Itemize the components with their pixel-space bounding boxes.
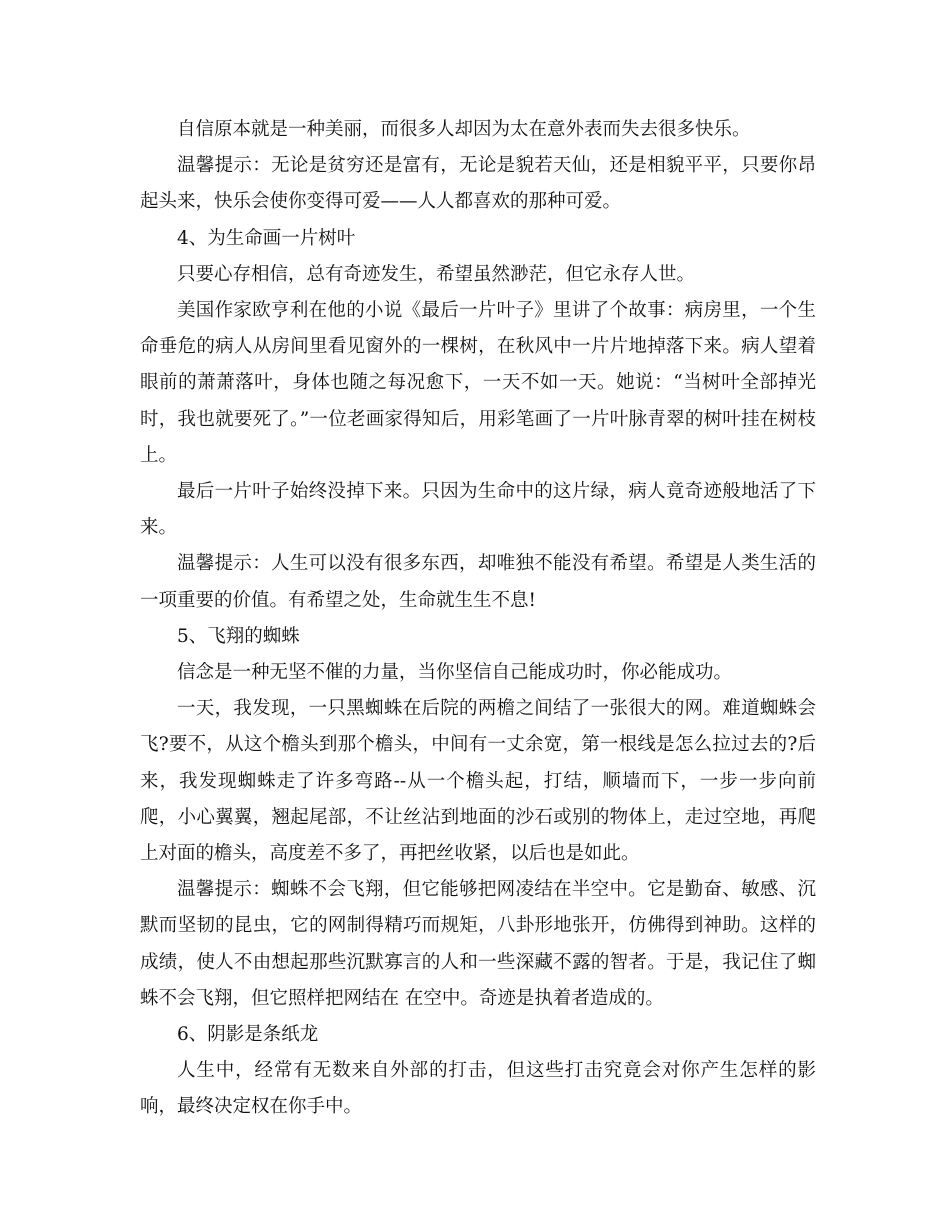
- section-heading: 4、为生命画一片树叶: [177, 227, 356, 249]
- paragraph: 一天，我发现，一只黑蜘蛛在后院的两檐之间结了一张很大的网。难道蜘蛛会飞?要不，从这个檐头到那个檐头，中间有一丈余宽，第一根线是怎么拉过去的?后来，我发现蜘蛛走了许多弯路--从一个檐头起，打结，顺墙而下，一步一步向前爬，小心翼翼，翘起尾部，不让丝沾到地面的沙石或别的物体上，走过空地，再爬上对面的檐头，高度差不多了，再把丝收紧，以后也是如此。: [140, 698, 816, 865]
- tip-paragraph: 温馨提示：无论是贫穷还是富有，无论是貌若天仙，还是相貌平平，只要你昂起头来，快乐会使你变得可爱——人人都喜欢的那种可爱。: [140, 155, 816, 213]
- section-heading: 5、飞翔的蜘蛛: [177, 625, 300, 647]
- paragraph: 自信原本就是一种美丽，而很多人却因为太在意外表而失去很多快乐。: [177, 119, 751, 140]
- section-heading: 6、阴影是条纸龙: [177, 1024, 319, 1046]
- paragraph: 只要心存相信，总有奇迹发生，希望虽然渺茫，但它永存人世。: [177, 263, 696, 285]
- tip-paragraph: 温馨提示：人生可以没有很多东西，却唯独不能没有希望。希望是人类生活的一项重要的价值。有希望之处，生命就生生不息!: [140, 553, 816, 611]
- document-body: [140, 112, 816, 1126]
- paragraph: 最后一片叶子始终没掉下来。只因为生命中的这片绿，病人竟奇迹般地活了下来。: [140, 481, 816, 539]
- paragraph: 信念是一种无坚不催的力量，当你坚信自己能成功时，你必能成功。: [177, 662, 733, 684]
- paragraph: 人生中，经常有无数来自外部的打击，但这些打击究竟会对你产生怎样的影响，最终决定权在你手中。: [140, 1060, 816, 1118]
- tip-paragraph: 温馨提示：蜘蛛不会飞翔，但它能够把网凌结在半空中。它是勤奋、敏感、沉默而坚韧的昆虫，它的网制得精巧而规矩，八卦形地张开，仿佛得到神助。这样的成绩，使人不由想起那些沉默寡言的人和一些深藏不露的智者。于是，我记住了蜘蛛不会飞翔，但它照样把网结在 在空中。奇迹是执着者造成的。: [140, 879, 816, 1009]
- paragraph: 美国作家欧亨利在他的小说《最后一片叶子》里讲了个故事：病房里，一个生命垂危的病人从房间里看见窗外的一棵树，在秋风中一片片地掉落下来。病人望着眼前的萧萧落叶，身体也随之每况愈下，一天不如一天。她说：“当树叶全部掉光时，我也就要死了。”一位老画家得知后，用彩笔画了一片叶脉青翠的树叶挂在树枝上。: [140, 300, 816, 466]
